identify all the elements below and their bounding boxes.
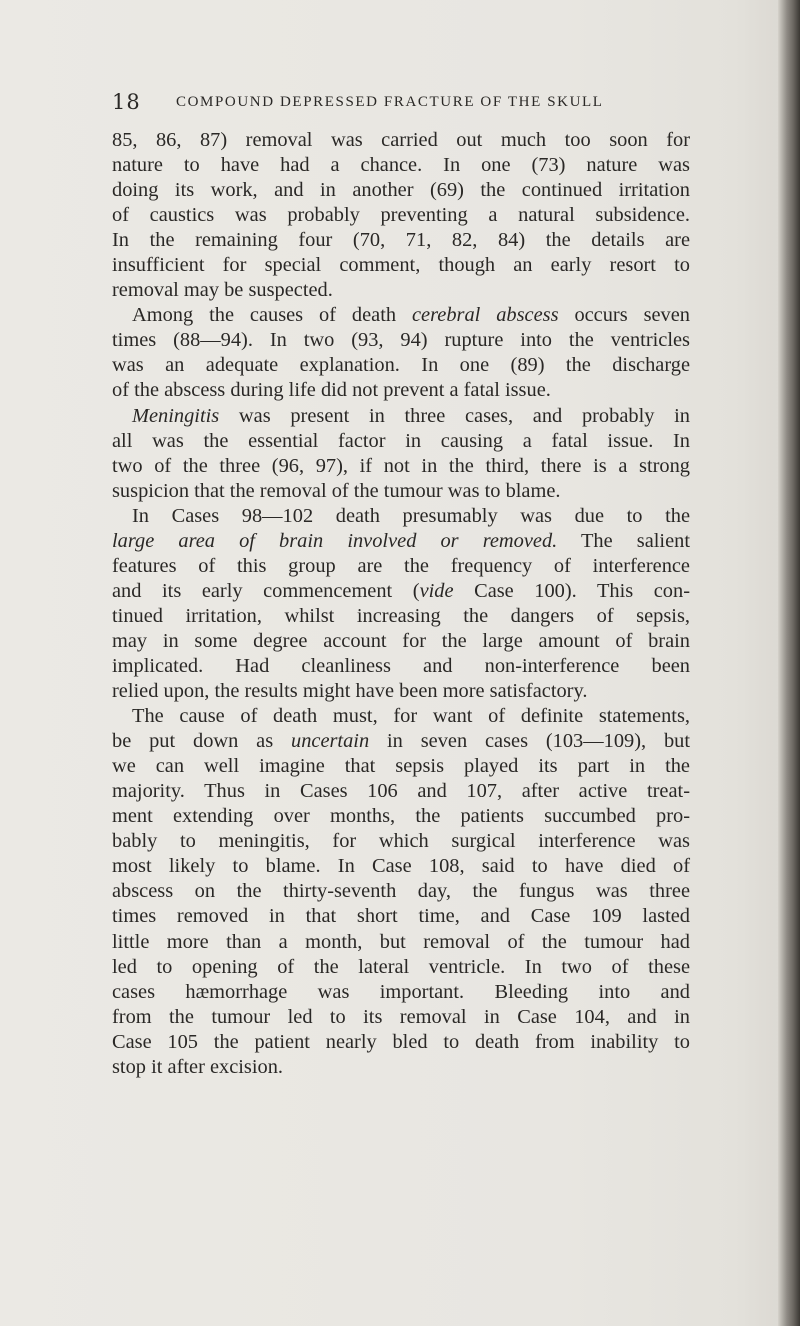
text-line: stop it after excision. <box>112 1055 284 1078</box>
text-line: doing its work, and in another (69) the continued irritation <box>112 179 690 202</box>
paragraph-1 <box>112 128 690 303</box>
text-span: was present in three cases, and probably in <box>219 404 690 427</box>
text-line: ment extending over months, the patients succumbed pro- <box>112 805 690 828</box>
text-line: Case 105 the patient nearly bled to death from inability to <box>112 1030 690 1053</box>
text-span: occurs seven <box>558 304 690 327</box>
text-span: and its early commencement ( <box>112 579 420 602</box>
text-line: removal may be suspected. <box>112 279 333 302</box>
text-line: may in some degree account for the large amount of brain <box>112 629 690 652</box>
text-line <box>112 404 690 429</box>
text-line: nature to have had a chance. In one (73) nature was <box>112 154 690 177</box>
text-line: insufficient for special comment, though an early resort to <box>112 254 690 277</box>
text-line: two of the three (96, 97), if not in the third, there is a strong <box>112 454 690 477</box>
running-head: COMPOUND DEPRESSED FRACTURE OF THE SKULL <box>176 94 604 110</box>
italic-term: large area of brain involved or removed. <box>112 529 558 552</box>
page-binding-edge <box>778 0 800 1326</box>
text-line: times removed in that short time, and Case 109 lasted <box>112 905 690 928</box>
text-line: all was the essential factor in causing a fatal issue. In <box>112 429 690 452</box>
text-line: In Cases 98—102 death presumably was due to the <box>132 504 690 527</box>
italic-term: vide <box>419 579 454 602</box>
text-line: led to opening of the lateral ventricle. In two of these <box>112 955 690 978</box>
text-line: we can well imagine that sepsis played its part in the <box>112 755 690 778</box>
text-line: most likely to blame. In Case 108, said to have died of <box>112 855 690 878</box>
text-line: little more than a month, but removal of the tumour had <box>112 930 690 953</box>
text-line: of the abscess during life did not prevent a fatal issue. <box>112 379 551 402</box>
text-line: bably to meningitis, for which surgical interference was <box>112 830 690 853</box>
text-span: be put down as <box>112 730 291 753</box>
text-span: Among the causes of death <box>132 304 412 327</box>
text-line: relied upon, the results might have been more satisfactory. <box>112 680 588 703</box>
text-line: tinued irritation, whilst increasing the dangers of sepsis, <box>112 604 690 627</box>
text-line: from the tumour led to its removal in Case 104, and in <box>112 1005 690 1028</box>
paragraph-2 <box>112 303 690 403</box>
text-line: implicated. Had cleanliness and non-interference been <box>112 654 690 677</box>
text-line: cases hæmorrhage was important. Bleeding into and <box>112 980 690 1003</box>
text-line: times (88—94). In two (93, 94) rupture into the ventricles <box>112 329 690 352</box>
text-span: Case 100). This con- <box>453 579 690 602</box>
text-line <box>112 729 690 754</box>
text-line: was an adequate explanation. In one (89) the discharge <box>112 354 690 377</box>
text-line <box>112 303 690 328</box>
text-line: majority. Thus in Cases 106 and 107, after active treat- <box>112 780 690 803</box>
text-line: In the remaining four (70, 71, 82, 84) the details are <box>112 229 690 252</box>
text-line: The cause of death must, for want of definite statements, <box>132 705 690 728</box>
body-text <box>112 128 690 1080</box>
italic-term: uncertain <box>291 730 370 753</box>
text-line: of caustics was probably preventing a natural subsidence. <box>112 204 690 227</box>
text-line <box>112 529 690 554</box>
paragraph-5 <box>112 704 690 1080</box>
page-number: 18 <box>112 90 141 114</box>
page-header <box>0 90 800 120</box>
text-line: abscess on the thirty-seventh day, the fungus was three <box>112 880 690 903</box>
text-span: The salient <box>557 529 690 552</box>
text-span: in seven cases (103—109), but <box>369 730 690 753</box>
paragraph-3 <box>112 404 690 504</box>
paragraph-4 <box>112 504 690 704</box>
text-line <box>112 579 690 604</box>
text-line: 85, 86, 87) removal was carried out much too soon for <box>112 129 690 151</box>
text-line: features of this group are the frequency of interference <box>112 554 690 577</box>
italic-term: cerebral abscess <box>412 304 559 327</box>
italic-term: Meningitis <box>132 404 220 427</box>
text-line: suspicion that the removal of the tumour was to blame. <box>112 479 561 502</box>
